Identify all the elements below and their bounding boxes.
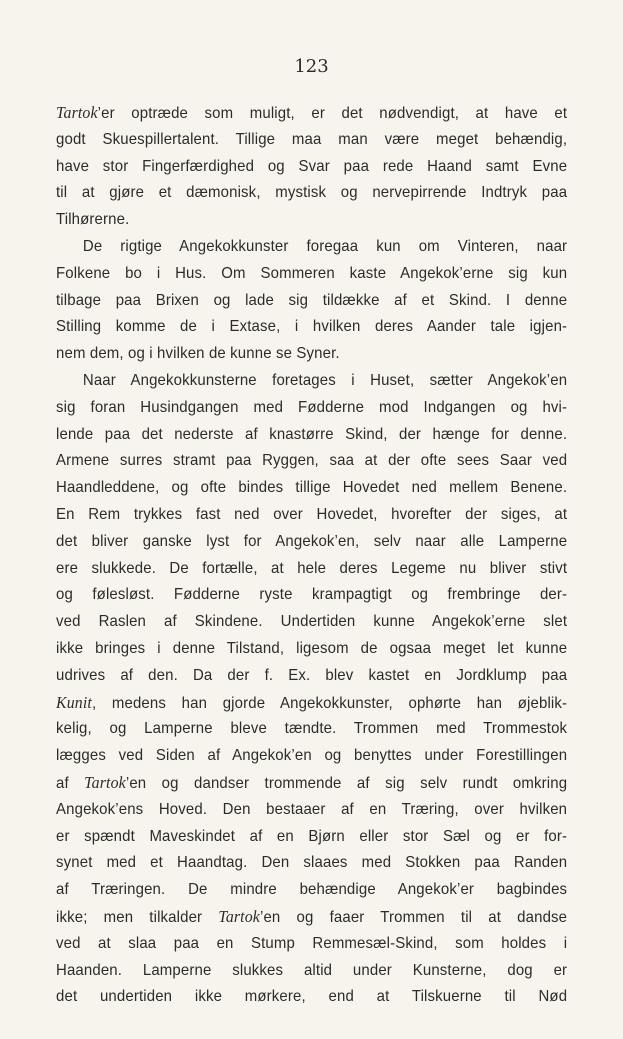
text-segment: ’en og faaer Trommen til at dandse: [259, 908, 568, 926]
text-segment: De rigtige Angekokkunster foregaa kun om Vinteren, naar: [82, 237, 568, 255]
text-segment: udrives af den. Da der f. Ex. blev kastet en Jordklump paa: [56, 666, 568, 684]
text-line: [56, 904, 567, 931]
text-line: [56, 850, 567, 877]
text-line: [56, 261, 567, 288]
text-segment: Angekok’ens Hoved. Den bestaaer af en Træring, over hvilken: [56, 800, 568, 818]
paragraph: [56, 100, 568, 234]
italic-name: Tartok: [218, 906, 260, 926]
text-segment: sig foran Husindgangen med Fødderne mod Indgangen og hvi-: [56, 398, 568, 416]
text-segment: det bliver ganske lyst for Angekok’en, selv naar alle Lamperne: [56, 532, 568, 550]
text-segment: En Rem trykkes fast ned over Hovedet, hvorefter der siges, at: [56, 505, 568, 523]
text-line: [56, 180, 567, 207]
page-number: 123: [294, 56, 329, 77]
text-line: [56, 475, 567, 502]
text-line: [56, 207, 567, 234]
text-segment: ere slukkede. De fortælle, at hele deres Legeme nu bliver stivt: [56, 559, 568, 577]
text-segment: af Træringen. De mindre behændige Angekok’er bagbindes: [56, 881, 568, 899]
text-line: [56, 743, 567, 770]
text-segment: have stor Fingerfærdighed og Svar paa rede Haand samt Evne: [56, 157, 568, 175]
text-segment: og følesløst. Fødderne ryste krampagtigt og frembringe der-: [56, 586, 568, 604]
text-line: [56, 582, 567, 609]
italic-name: Tartok: [56, 103, 98, 122]
text-line: [56, 395, 567, 422]
text-line: [56, 636, 567, 663]
text-segment: ’er optræde som muligt, er det nødvendigt, at have et: [97, 105, 568, 122]
paragraph: [56, 368, 568, 1011]
text-segment: ikke bringes i denne Tilstand, ligesom de ogsaa meget let kunne: [56, 639, 568, 657]
text-segment: lende paa det nederste af knastørre Skind, der hænge for denne.: [56, 425, 568, 443]
text-segment: Naar Angekokkunsterne foretages i Huset, sætter Angekok’en: [82, 371, 568, 389]
text-line: [56, 770, 567, 797]
text-segment: er spændt Maveskindet af en Bjørn eller stor Sæl og er for-: [56, 827, 568, 845]
text-line: [56, 984, 567, 1011]
text-line: [56, 931, 567, 958]
text-line: [56, 127, 567, 154]
text-line: [56, 368, 567, 395]
text-line: [56, 422, 567, 449]
text-line: [56, 797, 567, 824]
text-line: [56, 448, 567, 475]
text-segment: synet med et Haandtag. Den slaaes med Stokken paa Randen: [56, 854, 568, 872]
text-segment: lægges ved Siden af Angekok’en og benyttes under Forestillingen: [56, 747, 568, 765]
text-segment: Haandleddene, og ofte bindes tillige Hovedet ned mellem Benene.: [56, 479, 568, 497]
text-segment: det undertiden ikke mørkere, end at Tilskuerne til Nød: [56, 988, 568, 1006]
text-segment: tilbage paa Brixen og lade sig tildække af et Skind. I denne: [56, 291, 568, 309]
text-line: [56, 690, 567, 717]
text-line: [56, 341, 567, 368]
text-segment: Armene surres stramt paa Ryggen, saa at der ofte sees Saar ved: [56, 452, 568, 470]
text-line: [56, 824, 567, 851]
text-line: [56, 234, 567, 261]
text-line: [56, 556, 567, 583]
text-segment: Tilhørerne.: [56, 211, 130, 229]
text-segment: ’en og dandser trommende af sig selv rundt omkring: [125, 774, 568, 792]
text-line: [56, 663, 567, 690]
text-line: [56, 100, 567, 127]
text-segment: Folkene bo i Hus. Om Sommeren kaste Angekok’erne sig kun: [56, 264, 568, 282]
text-segment: af: [56, 774, 85, 792]
text-segment: til at gjøre et dæmonisk, mystisk og nervepirrende Indtryk paa: [56, 184, 568, 202]
text-line: [56, 502, 567, 529]
text-line: [56, 877, 567, 904]
text-segment: nem dem, og i hvilken de kunne se Syner.: [56, 345, 340, 363]
text-segment: Haanden. Lamperne slukkes altid under Kunsterne, dog er: [56, 961, 568, 979]
text-line: [56, 958, 567, 985]
text-segment: Stilling komme de i Extase, i hvilken deres Aander tale igjen-: [56, 318, 568, 336]
text-line: [56, 154, 567, 181]
text-line: [56, 609, 567, 636]
text-segment: , medens han gjorde Angekokkunster, ophørte han øjeblik-: [91, 694, 568, 712]
text-line: [56, 288, 567, 315]
italic-name: Kunit: [56, 692, 92, 712]
text-segment: kelig, og Lamperne bleve tændte. Trommen med Trommestok: [56, 720, 568, 738]
paragraph: [56, 234, 568, 368]
text-segment: godt Skuespillertalent. Tillige maa man være meget behændig,: [56, 130, 568, 148]
text-line: [56, 314, 567, 341]
text-line: [56, 716, 567, 743]
italic-name: Tartok: [84, 772, 126, 792]
body-text: [56, 100, 568, 1011]
text-segment: ved Raslen af Skindene. Undertiden kunne Angekok’erne slet: [56, 613, 568, 631]
text-line: [56, 529, 567, 556]
text-segment: ved at slaa paa en Stump Remmesæl-Skind, som holdes i: [56, 934, 568, 952]
text-segment: ikke; men tilkalder: [56, 908, 219, 926]
